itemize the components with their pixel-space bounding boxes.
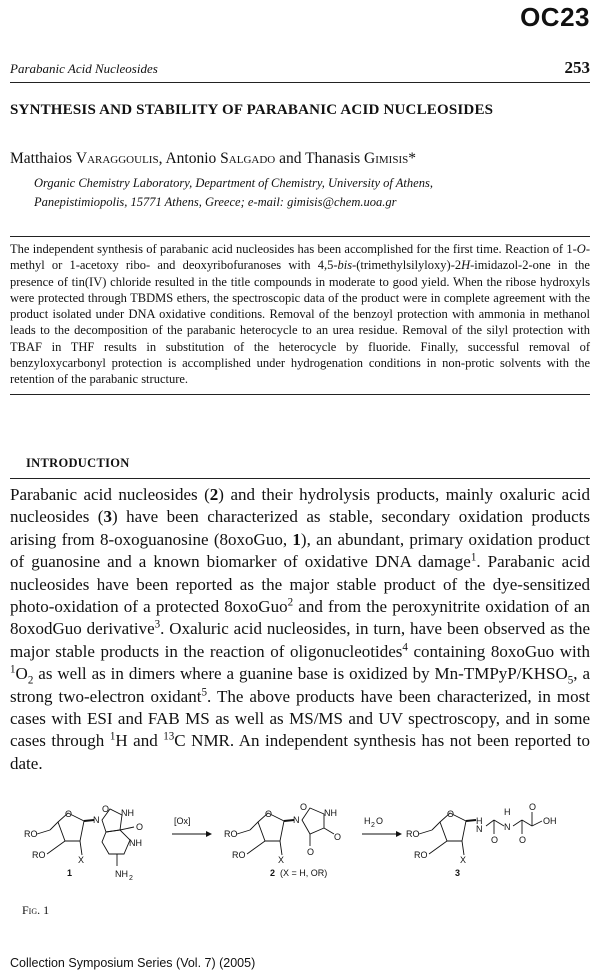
body-text: ) and their hydrolysis products, mainly oxaluric acid nucleosides ( [10, 485, 590, 527]
water-label: H [364, 816, 371, 826]
carbonyl-o-label: O [334, 832, 342, 842]
journal-footer: Collection Symposium Series (Vol. 7) (2005) [10, 956, 256, 970]
superscript: 1 [10, 663, 16, 676]
body-text: and from the peroxynitrite oxidation of an 8oxodGuo derivative [10, 597, 590, 639]
nh2-subscript: 2 [129, 875, 133, 882]
reaction-scheme [10, 802, 590, 905]
h-label: H [476, 816, 483, 826]
citation-ref: 2 [287, 596, 294, 609]
corresponding-mark: * [408, 150, 416, 167]
x-label: X [278, 855, 285, 865]
compound-ref: 2 [209, 485, 219, 504]
compound-3-label: 3 [455, 868, 461, 878]
n-label: N [293, 815, 300, 825]
body-text: H and [115, 731, 164, 751]
citation-ref: 5 [201, 686, 207, 698]
author-2-first: , Antonio [158, 150, 221, 167]
abstract-italic: bis [337, 258, 353, 273]
ro-label: RO [32, 850, 46, 860]
subscript: 5 [567, 674, 574, 687]
water-subscript: 2 [371, 822, 375, 829]
compound-2-note: (X = H, OR) [280, 868, 328, 878]
n-label: N [504, 822, 511, 832]
nh-label: NH [129, 838, 142, 848]
n-label: N [93, 815, 100, 825]
author-1-last: Varaggoulis [75, 150, 159, 167]
n-label: N [476, 824, 483, 834]
body-text: as well as in dimers where a guanine base is oxidized by Mn-TMPyP/KHSO [33, 664, 568, 684]
ro-label: RO [406, 829, 420, 839]
oxidant-label: [Ox] [174, 816, 191, 826]
body-text: , a strong two-electron oxidant [10, 664, 591, 706]
body-text: . Oxaluric acid nucleosides, in turn, have been observed as the major stable products in the reaction of oligonucleotides [10, 619, 590, 661]
section-rule [10, 478, 590, 479]
nh-label: NH [121, 808, 134, 818]
citation-ref: 1 [470, 551, 477, 564]
ro-label: RO [224, 829, 238, 839]
body-text: . Parabanic acid nucleosides have been reported as the major stable product of the dye-sensitized photo-oxidation of a protected 8oxoGuo [10, 552, 590, 617]
compound-2-structure [224, 802, 341, 878]
reaction-arrow-2 [362, 816, 402, 837]
author-3-first: and Thanasis [275, 150, 365, 167]
carbonyl-o-label: O [102, 804, 110, 814]
abstract [10, 236, 590, 395]
nh-label: NH [324, 808, 337, 818]
superscript: 1 [109, 730, 116, 743]
compound-3-structure [406, 802, 557, 878]
document-code: OC23 [520, 2, 590, 32]
abstract-italic: O [576, 242, 586, 256]
ring-oxygen-label: O [265, 809, 273, 819]
section-heading: INTRODUCTION [26, 456, 130, 470]
author-2-last: Salgado [220, 150, 276, 167]
x-label: X [460, 855, 467, 865]
compound-ref: 3 [103, 507, 112, 527]
citation-ref: 4 [402, 641, 408, 654]
carbonyl-o-label: O [136, 822, 144, 832]
ro-label: RO [24, 829, 38, 839]
intro-paragraph [10, 484, 590, 775]
x-label: X [78, 855, 85, 865]
body-text: containing 8oxoGuo with [407, 641, 590, 661]
carbonyl-o-label: O [300, 802, 308, 812]
carbonyl-o-label: O [519, 835, 527, 845]
reaction-arrow-1 [172, 816, 212, 837]
page-number: 253 [564, 58, 590, 77]
water-o-label: O [376, 816, 384, 826]
compound-ref: 1 [292, 529, 301, 549]
author-1-first: Matthaios [10, 150, 76, 167]
abstract-text: -imidazol-2-one in the presence of tin(IV) chloride resulted in the title compounds in moderate to good yield. When the ribose hydroxyls were protected through TBDMS ethers, the spectroscopic data of the product were in complete agreement with the product isolated under DNA oxidative conditions. Removal of the benzoyl protection with ammonia in methanol leads to the decomposition of the parabanic heterocycle to an urea residue. Removal of the silyl protection with TBAF in THF results in substitution of the heterocycle by fluoride. Finally, successful removal of benzyloxycarbonyl protection is accomplished under hydrogenation conditions in non-protic solvents with the retention of the parabanic structure. [10, 258, 590, 387]
author-3-last: Gimisis [364, 150, 409, 167]
body-text: ), an abundant, primary oxidation product of guanosine and a known biomarker of oxidative DNA damage [10, 529, 591, 572]
body-text: ) have been characterized as stable, secondary oxidation products arising from 8-oxoguanosine (8oxoGuo, [10, 507, 590, 549]
ro-label: RO [232, 850, 246, 860]
nh2-label: NH [115, 869, 128, 879]
abstract-text: The independent synthesis of parabanic acid nucleosides has been accomplished for the first time. Reaction of 1- [10, 242, 577, 256]
body-text: Parabanic acid nucleosides ( [10, 485, 210, 504]
ro-label: RO [414, 850, 428, 860]
citation-ref: 3 [154, 618, 161, 631]
h-label: H [504, 807, 511, 817]
abstract-text: -(trimethylsilyloxy)-2 [352, 258, 462, 273]
carbonyl-o-label: O [307, 847, 315, 857]
figure-caption: Fig. 1 [22, 903, 50, 917]
carbonyl-o-label: O [529, 802, 537, 812]
affiliation-line-2: Panepistimiopolis, 15771 Athens, Greece; e-mail: gimisis@chem.uoa.gr [34, 195, 397, 209]
subscript: 2 [27, 674, 34, 687]
body-text: . The above products have been characterized, in most cases with ESI and FAB MS as well as MS/MS and UV spectroscopy, and in some cases through [10, 686, 590, 751]
ring-oxygen-label: O [65, 809, 73, 819]
ring-oxygen-label: O [447, 809, 455, 819]
affiliation-line-1: Organic Chemistry Laboratory, Department of Chemistry, University of Athens, [34, 176, 433, 190]
abstract-text: -methyl or 1-acetoxy ribo- and deoxyribofuranoses with 4,5- [10, 242, 590, 273]
author-list [10, 150, 416, 168]
running-title: Parabanic Acid Nucleosides [10, 61, 158, 76]
running-header [10, 58, 590, 83]
carbonyl-o-label: O [491, 835, 499, 845]
body-text: C NMR. An independent synthesis has not been reported to date. [10, 731, 590, 773]
compound-2-label: 2 [270, 868, 276, 878]
paper-title: SYNTHESIS AND STABILITY OF PARABANIC ACID NUCLEOSIDES [10, 102, 494, 118]
affiliation [34, 174, 514, 212]
abstract-italic: H [461, 258, 471, 273]
compound-1-label: 1 [67, 868, 73, 878]
oh-label: OH [543, 816, 557, 826]
superscript: 13 [163, 730, 175, 743]
compound-1-structure [24, 804, 143, 882]
body-text: O [15, 664, 28, 684]
